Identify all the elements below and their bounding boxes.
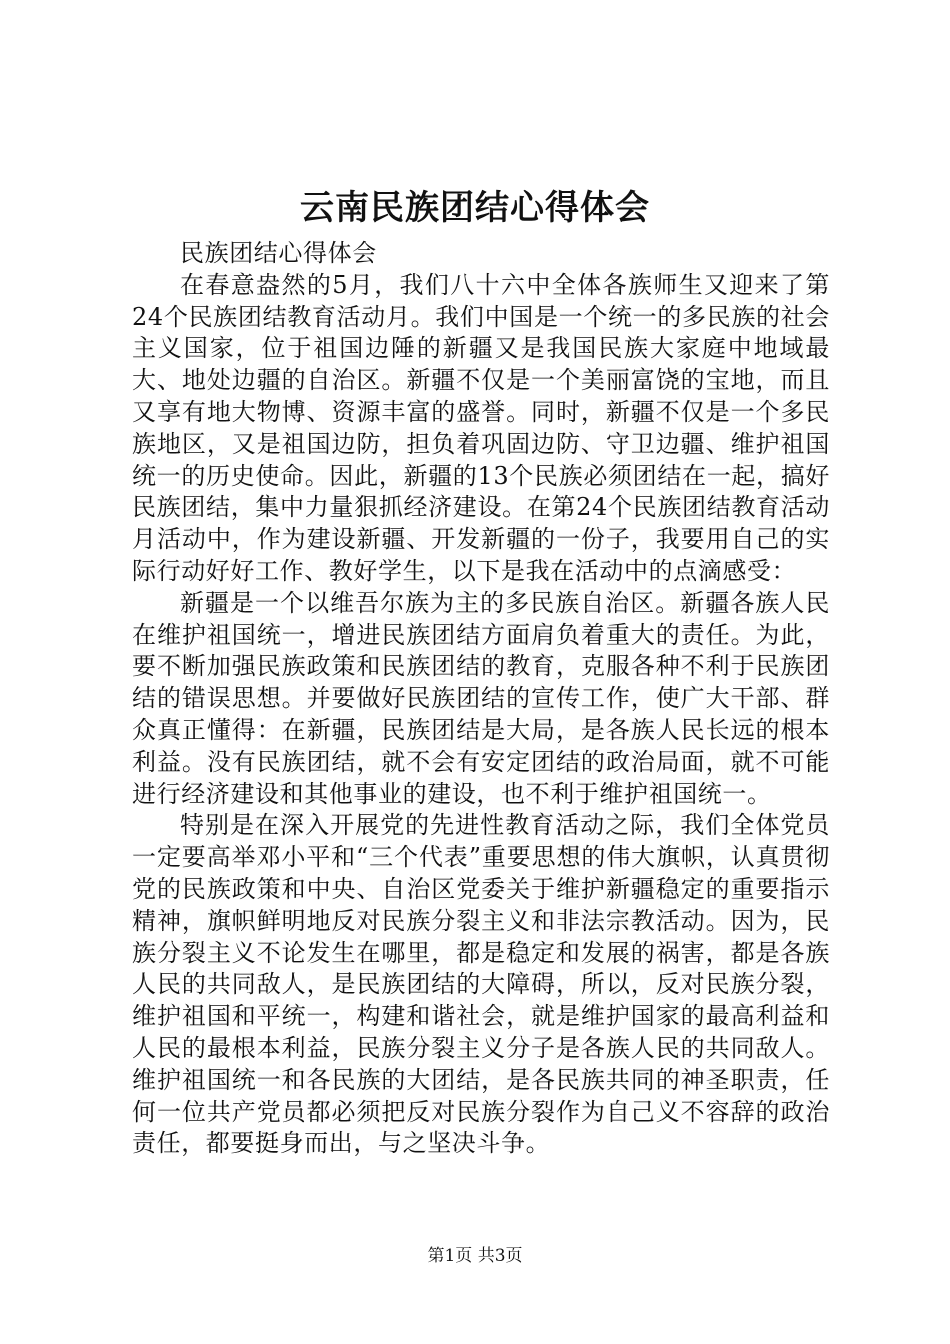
paragraph-3: 特别是在深入开展党的先进性教育活动之际，我们全体党员一定要高举邓小平和“三个代表”重要思想的伟大旗帜，认真贯彻党的民族政策和中央、自治区党委关于维护新疆稳定的重要指示精神，旗帜鲜明地反对民族分裂主义和非法宗教活动。因为，民族分裂主义不论发生在哪里，都是稳定和发展的祸害，都是各族人民的共同敌人，是民族团结的大障碍，所以，反对民族分裂，维护祖国和平统一，构建和谐社会，就是维护国家的最高利益和人民的最根本利益，民族分裂主义分子是各族人民的共同敌人。维护祖国统一和各民族的大团结，是各民族共同的神圣职责，任何一位共产党员都必须把反对民族分裂作为自己义不容辞的政治责任，都要挺身而出，与之坚决斗争。	[132, 811, 830, 1158]
paragraph-2: 新疆是一个以维吾尔族为主的多民族自治区。新疆各族人民在维护祖国统一，增进民族团结方面肩负着重大的责任。为此，要不断加强民族政策和民族团结的教育，克服各种不利于民族团结的错误思想。并要做好民族团结的宣传工作，使广大干部、群众真正懂得：在新疆，民族团结是大局，是各族人民长远的根本利益。没有民族团结，就不会有安定团结的政治局面，就不可能进行经济建设和其他事业的建设，也不利于维护祖国统一。	[132, 588, 830, 808]
page-footer: 第1页 共3页	[427, 1246, 523, 1266]
document-title: 云南民族团结心得体会	[300, 188, 650, 228]
paragraph-1: 在春意盎然的5月，我们八十六中全体各族师生又迎来了第24个民族团结教育活动月。我们中国是一个统一的多民族的社会主义国家，位于祖国边陲的新疆又是我国民族大家庭中地域最大、地处边疆的自治区。新疆不仅是一个美丽富饶的宝地，而且又享有地大物博、资源丰富的盛誉。同时，新疆不仅是一个多民族地区，又是祖国边防，担负着巩固边防、守卫边疆、维护祖国统一的历史使命。因此，新疆的13个民族必须团结在一起，搞好民族团结，集中力量狠抓经济建设。在第24个民族团结教育活动月活动中，作为建设新疆、开发新疆的一份子，我要用自己的实际行动好好工作、教好学生，以下是我在活动中的点滴感受：	[132, 270, 830, 585]
document-body	[132, 238, 830, 1160]
document-subtitle: 民族团结心得体会	[180, 239, 377, 267]
